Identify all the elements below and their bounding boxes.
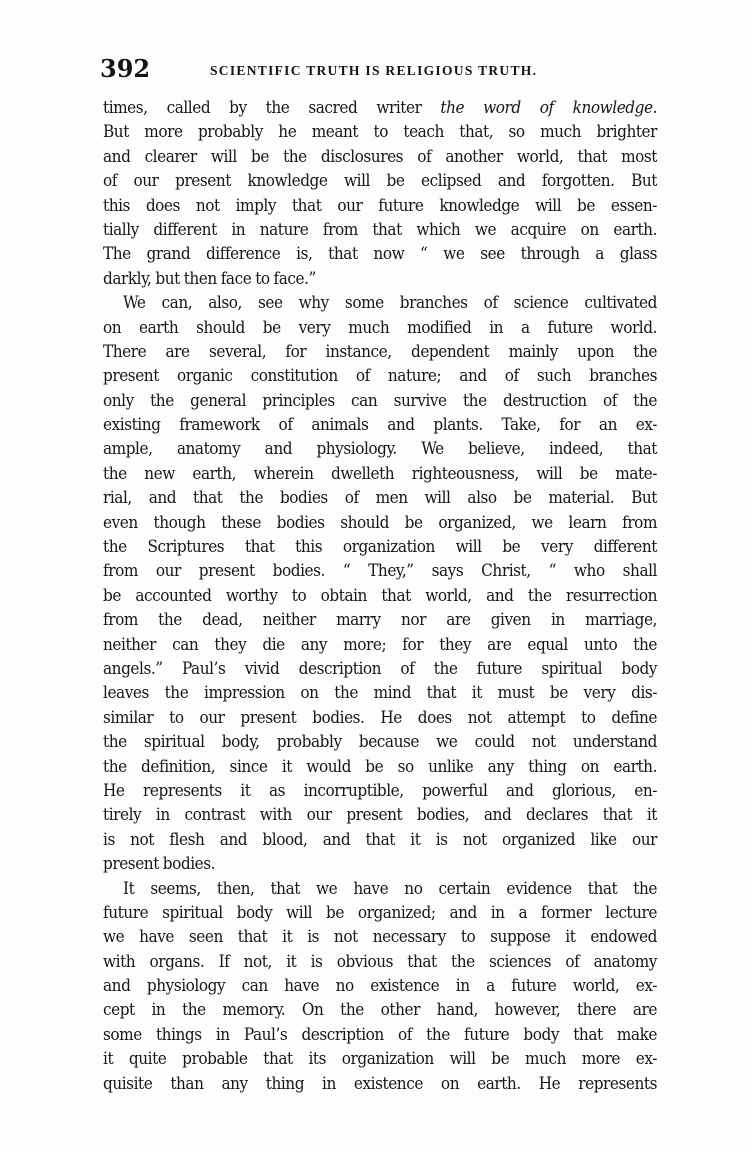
running-title: SCIENTIFIC TRUTH IS RELIGIOUS TRUTH. [210, 63, 538, 78]
text-line: and physiology can have no existence in a future world, ex- [103, 976, 657, 997]
text-line: It seems, then, that we have no certain evidence that the [123, 878, 657, 899]
text-line: be accounted worthy to obtain that world, and the resurrection [103, 585, 657, 606]
text-line: and clearer will be the disclosures of another world, that most [103, 146, 657, 167]
text-line: neither can they die any more; for they are equal unto the [103, 634, 657, 655]
text-line: There are several, for instance, dependent mainly upon the [103, 341, 657, 362]
text-line: But more probably he meant to teach that, so much brighter [103, 122, 657, 143]
text-line: darkly, but then face to face.” [103, 268, 316, 289]
text-line: times, called by the sacred writer the word of knowledge. [103, 98, 657, 118]
text-line: cept in the memory. On the other hand, however, there are [103, 1000, 657, 1021]
italic-phrase: the word of knowledge. [440, 98, 657, 118]
text-line: this does not imply that our future knowledge will be essen- [103, 195, 657, 216]
text-line: angels.” Paul’s vivid description of the future spiritual body [103, 658, 657, 679]
text-line: it quite probable that its organization will be much more ex- [103, 1049, 657, 1070]
text-line: is not flesh and blood, and that it is not organized like our [103, 829, 657, 850]
text-line: the spiritual body, probably because we could not understand [103, 732, 657, 753]
text-line: even though these bodies should be organized, we learn from [103, 512, 657, 533]
text-line: the new earth, wherein dwelleth righteousness, will be mate- [103, 463, 657, 484]
text-line: We can, also, see why some branches of science cultivated [123, 293, 657, 314]
running-head [100, 54, 662, 88]
text-line: present bodies. [103, 854, 216, 875]
text-line: we have seen that it is not necessary to suppose it endowed [103, 927, 657, 948]
text-line: future spiritual body will be organized; and in a former lecture [103, 902, 657, 923]
text-line: leaves the impression on the mind that it must be very dis- [103, 683, 657, 704]
text-line: only the general principles can survive the destruction of the [103, 390, 657, 411]
text-line: some things in Paul’s description of the future body that make [103, 1024, 657, 1045]
text-line: ample, anatomy and physiology. We believe, indeed, that [103, 439, 657, 460]
text-line: present organic constitution of nature; and of such branches [103, 366, 657, 387]
text-line: rial, and that the bodies of men will also be material. But [103, 488, 657, 509]
text-line: with organs. If not, it is obvious that the sciences of anatomy [103, 951, 657, 972]
text-line: The grand difference is, that now “ we see through a glass [103, 244, 657, 265]
text-line: the Scriptures that this organization will be very different [103, 537, 657, 558]
text-line: similar to our present bodies. He does not attempt to define [103, 707, 657, 728]
body-text [103, 96, 657, 1096]
text-line: on earth should be very much modified in a future world. [103, 317, 657, 338]
text-line: tirely in contrast with our present bodies, and declares that it [103, 805, 657, 826]
text-line: existing framework of animals and plants. Take, for an ex- [103, 415, 657, 436]
page-number: 392 [100, 54, 151, 83]
text-line: of our present knowledge will be eclipsed and forgotten. But [103, 171, 657, 192]
text-line: from the dead, neither marry nor are given in marriage, [103, 610, 657, 631]
text-line: He represents it as incorruptible, powerful and glorious, en- [103, 780, 657, 801]
text-line: quisite than any thing in existence on earth. He represents [103, 1073, 657, 1094]
text-line: from our present bodies. “ They,” says Christ, “ who shall [103, 561, 657, 582]
text-line: tially different in nature from that which we acquire on earth. [103, 219, 657, 240]
text-line: the definition, since it would be so unlike any thing on earth. [103, 756, 657, 777]
